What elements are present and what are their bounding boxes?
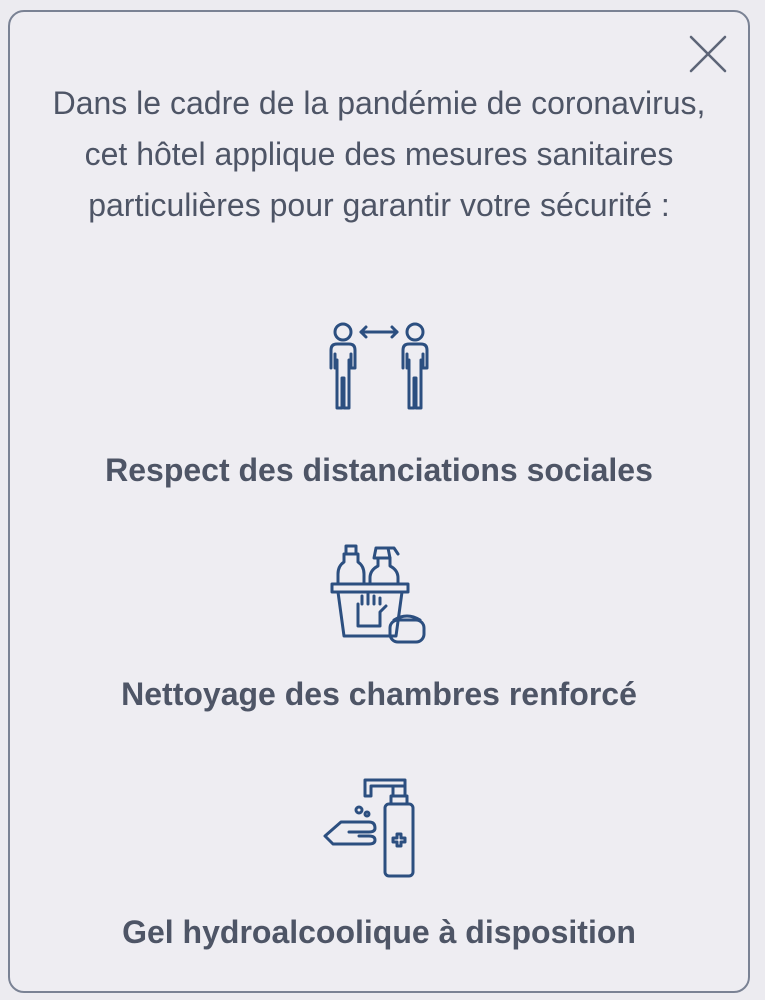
- close-icon: [682, 28, 734, 80]
- measure-room-cleaning: [10, 540, 748, 714]
- hand-sanitizer-icon: [319, 774, 439, 886]
- measure-label: Respect des distanciations sociales: [105, 452, 653, 488]
- cleaning-supplies-icon: [324, 540, 434, 652]
- measure-label: Nettoyage des chambres renforcé: [121, 676, 637, 712]
- covid-measures-dialog: [8, 10, 750, 993]
- measure-social-distancing: [10, 320, 748, 490]
- intro-text: Dans le cadre de la pandémie de coronavirus, cet hôtel applique des mesures sanitaires particulières pour garantir votre sécurité :: [52, 85, 706, 223]
- measure-hand-sanitizer: [10, 774, 748, 952]
- social-distancing-icon: [319, 320, 439, 420]
- measure-label: Gel hydroalcoolique à disposition: [122, 914, 636, 950]
- close-button[interactable]: [682, 28, 734, 80]
